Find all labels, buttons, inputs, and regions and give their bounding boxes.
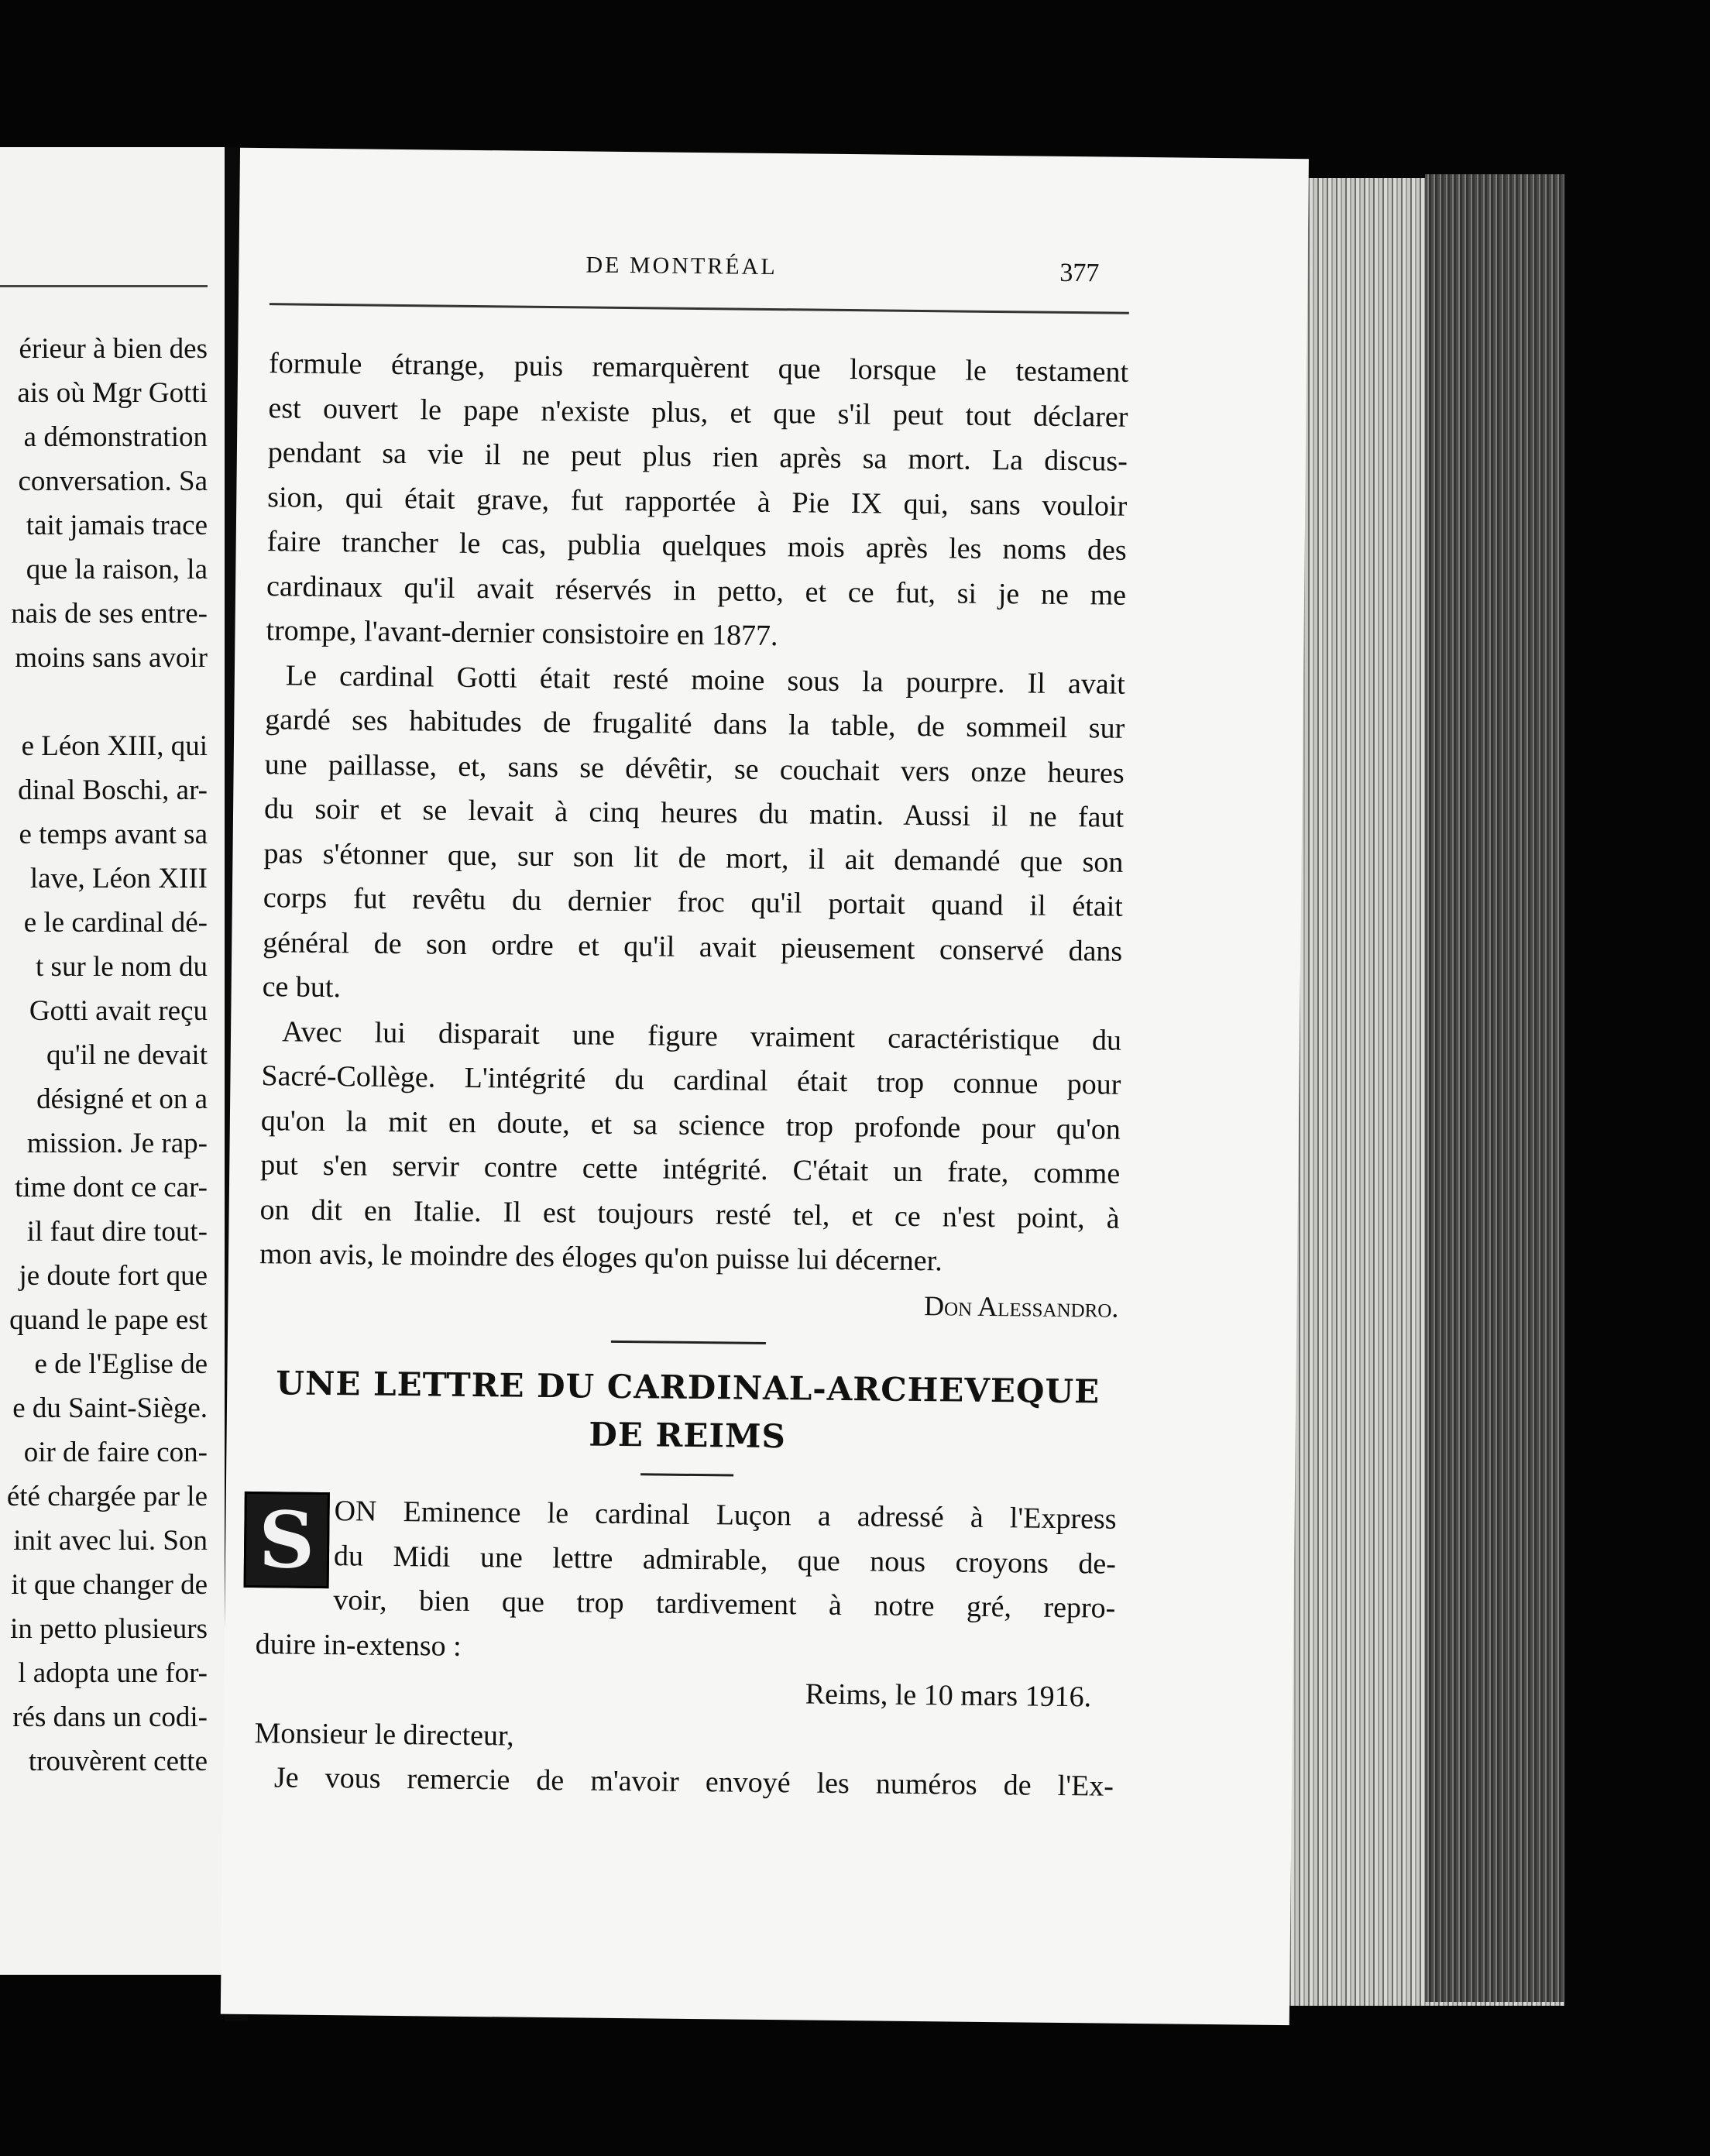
text-line: est ouvert le pape n'existe plus, et que s'il peut tout déclarer — [268, 391, 1128, 434]
left-text-line: Gotti avait reçu — [29, 995, 208, 1027]
left-text-line: it que changer de — [11, 1569, 208, 1601]
left-text-line: quand le pape est — [9, 1304, 208, 1336]
text-line: voir, bien que trop tardivement à notre gré, repro- — [333, 1584, 1116, 1625]
text-line: pas s'étonner que, sur son lit de mort, il ait demandé que son — [263, 836, 1124, 879]
text-line: une paillasse, et, sans se dévêtir, se couchait vers onze heures — [264, 747, 1125, 790]
text-line: cardinaux qu'il avait réservés in petto, et ce fut, si je ne me — [266, 569, 1127, 612]
main-text — [254, 342, 1129, 1809]
text-line: on dit en Italie. Il est toujours resté tel, et ce n'est point, à — [259, 1193, 1120, 1235]
text-line: pendant sa vie il ne peut plus rien après sa mort. La discus- — [267, 436, 1128, 478]
heading-line-2: DE REIMS — [589, 1415, 787, 1456]
left-text-line: t sur le nom du — [36, 951, 208, 983]
left-text-line: init avec lui. Son — [13, 1525, 208, 1557]
salutation: Monsieur le directeur, — [254, 1716, 514, 1753]
text-line: général de son ordre et qu'il avait pieusement conservé dans — [263, 925, 1123, 968]
text-line: corps fut revêtu du dernier froc qu'il portait quand il était — [263, 881, 1124, 923]
left-text-line: tait jamais trace — [26, 510, 208, 541]
text-line: duire in-extenso : — [255, 1627, 462, 1663]
letter-intro — [256, 1488, 1117, 1676]
head-rule — [270, 303, 1129, 314]
left-text-line: oir de faire con- — [23, 1437, 208, 1468]
left-text-line: érieur à bien des — [19, 333, 208, 365]
text-line: faire trancher le cas, publia quelques mois après les noms des — [266, 525, 1127, 567]
left-text-line: e du Saint-Siège. — [12, 1392, 208, 1424]
left-text-line: e de l'Eglise de — [34, 1348, 208, 1380]
heading-rule — [640, 1473, 733, 1476]
article-heading — [257, 1359, 1118, 1464]
text-line: Avec lui disparait une figure vraiment caractéristique du — [281, 1014, 1122, 1057]
left-text-line: in petto plusieurs — [10, 1613, 208, 1645]
letter-first-line: Je vous remercie de m'avoir envoyé les numéros de l'Ex- — [273, 1761, 1114, 1803]
text-line: Le cardinal Gotti était resté moine sous la pourpre. Il avait — [285, 658, 1126, 701]
text-line: du Midi une lettre admirable, que nous croyons de- — [333, 1539, 1117, 1581]
left-text-line: je doute fort que — [19, 1260, 208, 1292]
paragraph-4 — [256, 1488, 1117, 1676]
left-text-line: qu'il ne devait — [46, 1039, 208, 1071]
drop-cap: S — [244, 1492, 330, 1588]
left-text-line: lave, Léon XIII — [29, 863, 208, 894]
left-text-line: e le cardinal dé- — [23, 907, 208, 939]
running-title: DE MONTRÉAL — [585, 252, 778, 280]
text-line: formule étrange, puis remarquèrent que lorsque le testament — [268, 347, 1129, 389]
left-text-line: l adopta une for- — [18, 1657, 208, 1689]
left-page — [0, 147, 225, 1975]
separator-rule — [611, 1341, 766, 1344]
left-text-line: e temps avant sa — [19, 819, 208, 850]
left-text-line: ais où Mgr Gotti — [17, 377, 208, 409]
paragraph-3 — [259, 1010, 1122, 1286]
paragraph-1 — [266, 342, 1128, 662]
left-text-line: e Léon XIII, qui — [21, 730, 208, 762]
text-line: mon avis, le moindre des éloges qu'on puisse lui décerner. — [259, 1238, 943, 1278]
left-text-line: il faut dire tout- — [26, 1216, 208, 1248]
left-text-line: nais de ses entre- — [11, 598, 208, 630]
left-text-line: time dont ce car- — [15, 1172, 208, 1203]
text-line: Sacré-Collège. L'intégrité du cardinal était trop connue pour — [261, 1059, 1121, 1101]
left-text-line: conversation. Sa — [18, 465, 208, 497]
letter-date: Reims, le 10 mars 1916. — [805, 1677, 1092, 1714]
page-number: 377 — [1059, 258, 1100, 288]
left-text-line: que la raison, la — [26, 554, 208, 585]
left-page-text — [0, 327, 208, 1784]
left-text-line: trouvèrent cette — [28, 1746, 208, 1777]
heading-line-1: UNE LETTRE DU CARDINAL-ARCHEVEQUE — [276, 1364, 1101, 1411]
left-text-line: a démonstration — [23, 421, 208, 453]
left-text-line: été chargée par le — [6, 1481, 208, 1512]
paragraph-2 — [262, 654, 1125, 1019]
left-text-line: désigné et on a — [36, 1083, 208, 1115]
text-line: ce but. — [262, 970, 342, 1004]
right-page — [221, 148, 1309, 2025]
text-line: trompe, l'avant-dernier consistoire en 1877. — [266, 614, 778, 653]
running-head — [239, 249, 1114, 304]
text-line: sion, qui était grave, fut rapportée à Pie IX qui, sans vouloir — [267, 480, 1128, 523]
left-text-line: mission. Je rap- — [26, 1128, 208, 1159]
left-text-line — [0, 680, 208, 724]
text-line: du soir et se levait à cinq heures du matin. Aussi il ne faut — [263, 792, 1125, 834]
left-head-rule — [0, 285, 208, 287]
signature: Don Alessandro. — [923, 1289, 1119, 1323]
page-edges-dark — [1425, 174, 1564, 2002]
text-line: gardé ses habitudes de frugalité dans la table, de sommeil sur — [265, 703, 1125, 745]
text-line: ON Eminence le cardinal Luçon a adressé à l'Express — [334, 1495, 1117, 1536]
text-line: qu'on la mit en doute, et sa science trop profonde pour qu'on — [260, 1104, 1121, 1146]
left-text-line: dinal Boschi, ar- — [18, 774, 208, 806]
left-text-line: moins sans avoir — [15, 642, 208, 674]
left-text-line: rés dans un codi- — [12, 1701, 208, 1733]
text-line: put s'en servir contre cette intégrité. C'était un frate, comme — [260, 1148, 1121, 1190]
